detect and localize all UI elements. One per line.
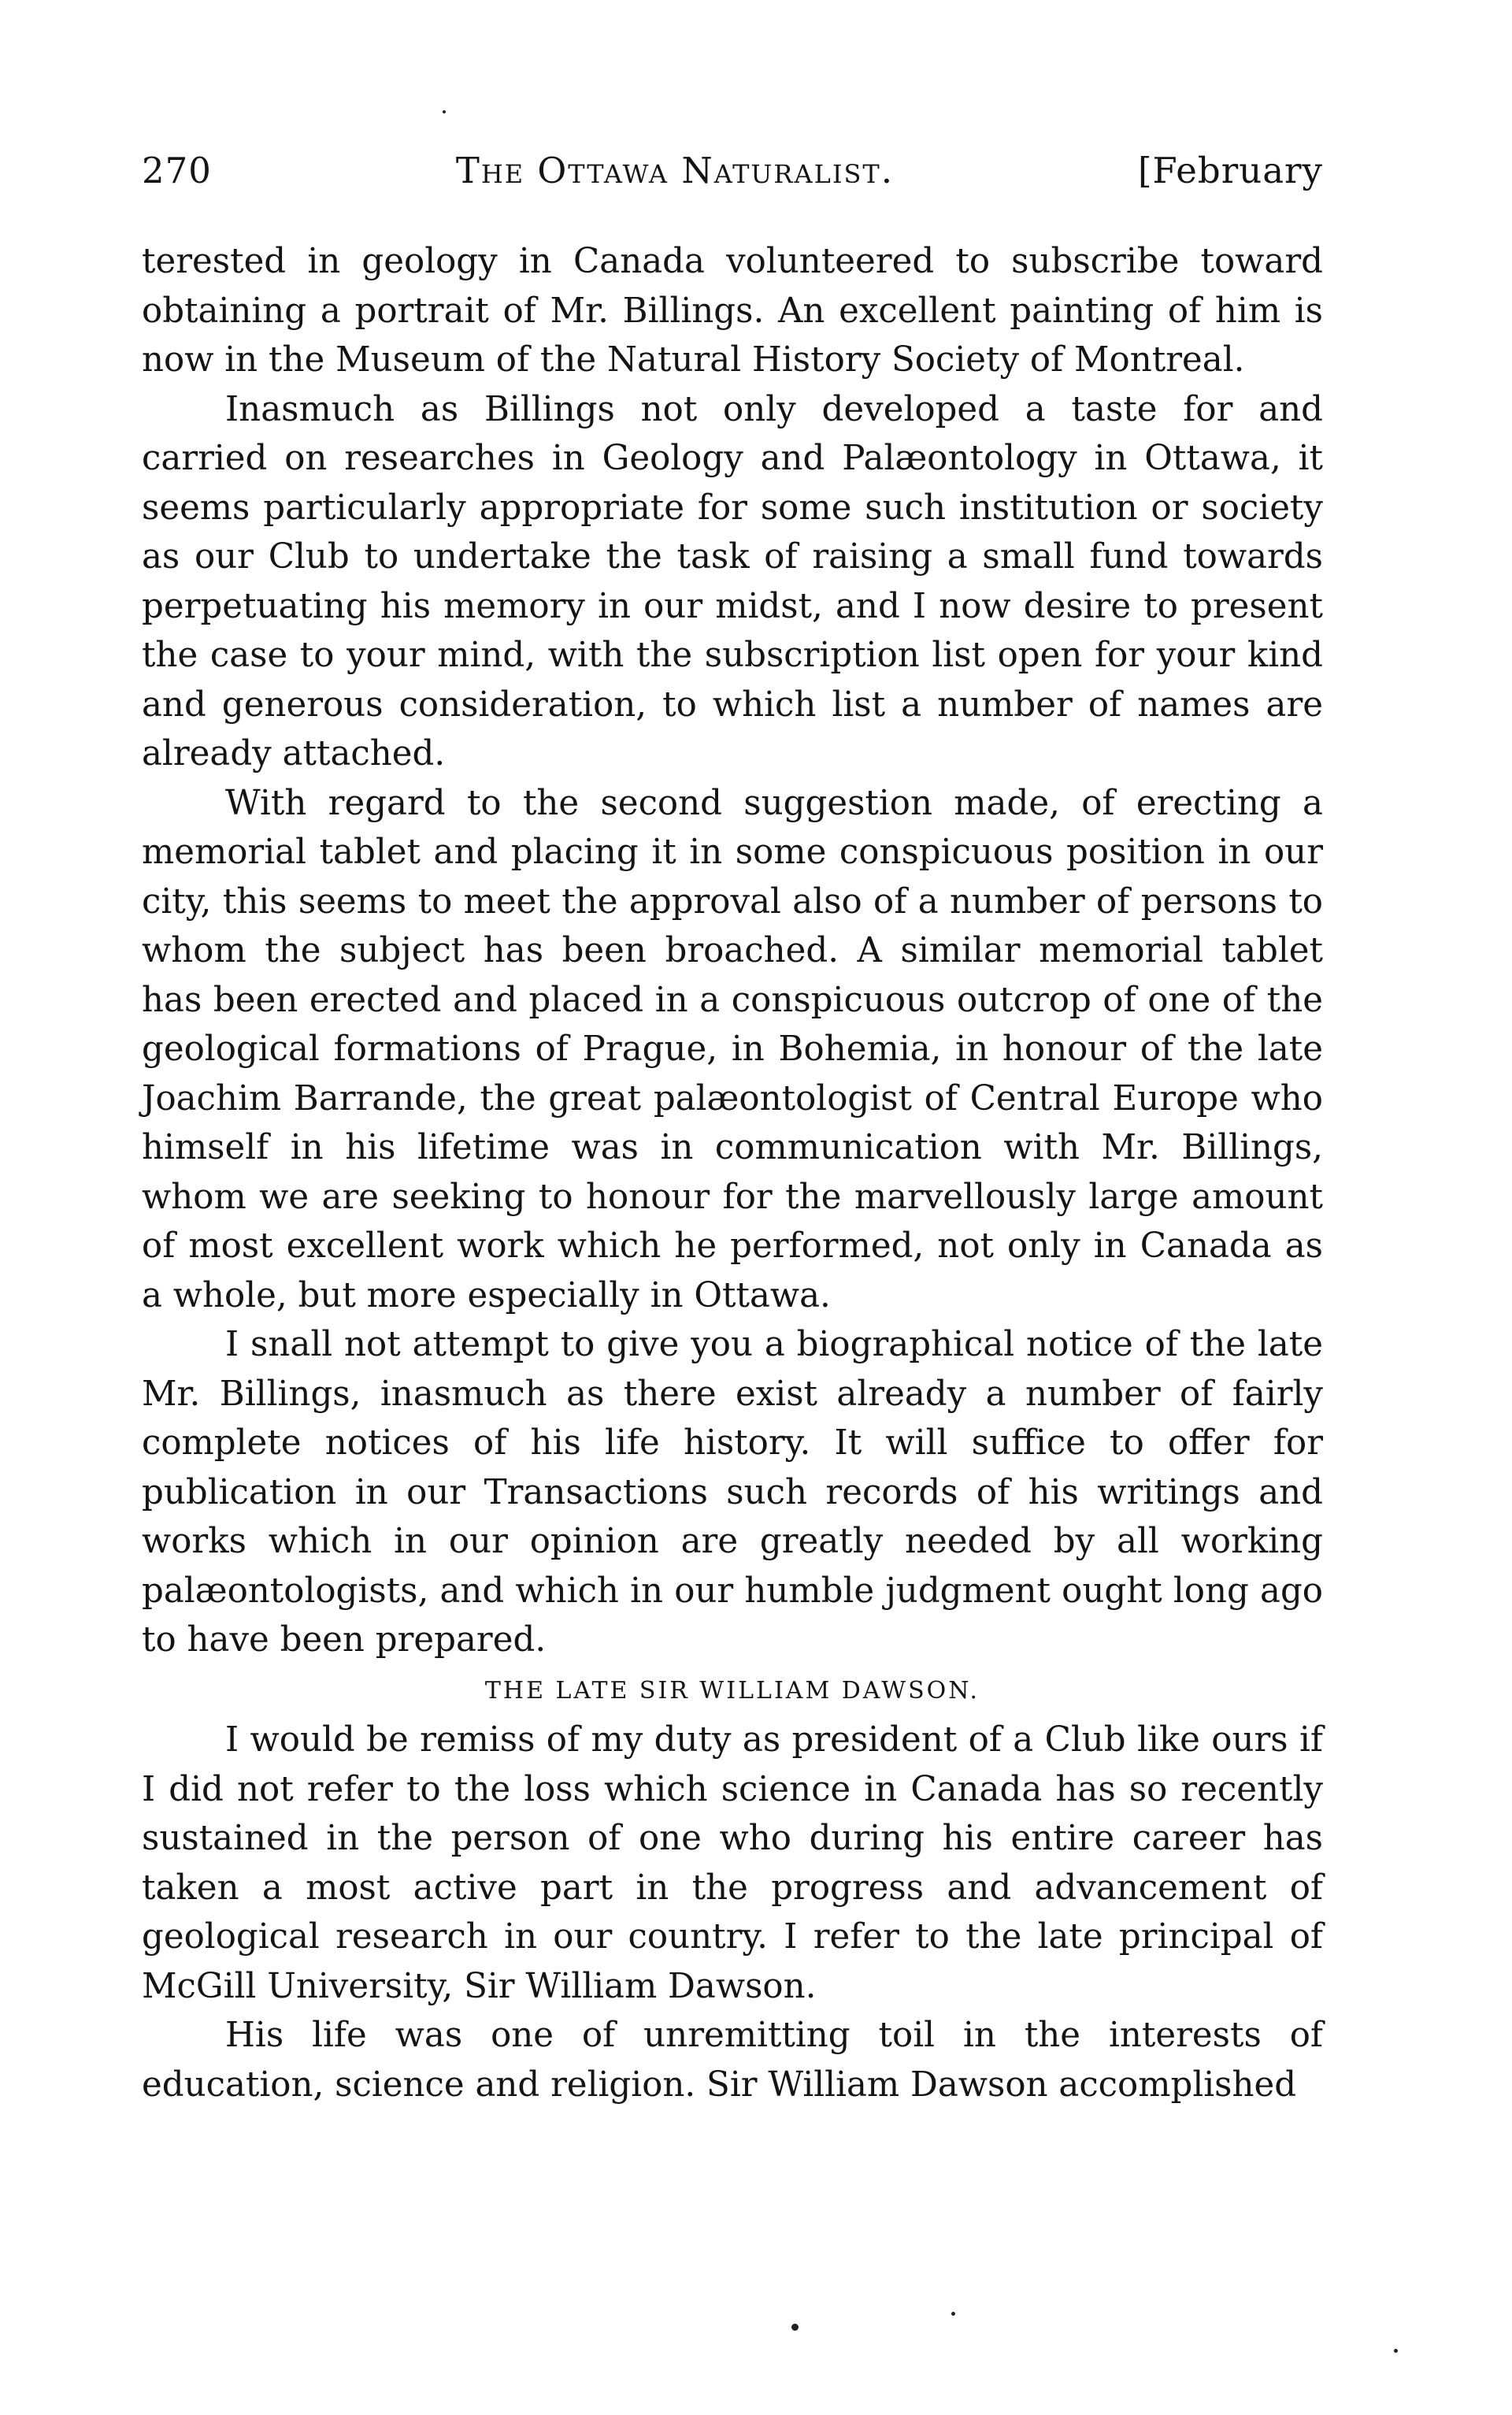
book-page (142, 150, 1323, 2109)
issue-month: [February (1137, 150, 1323, 191)
scan-speck (951, 2312, 955, 2316)
paragraph-5: I would be remiss of my duty as president of a Club like ours if I did not refer to the loss which science in Canada has so recently sustained in the person of one who during his entire career has taken a most active part in the progress and advancement of geological research in our country. I refer to the late principal of McGill University, Sir William Dawson. (142, 1720, 1323, 2006)
paragraph-2: Inasmuch as Billings not only developed a taste for and carried on researches in Geology and Palæontology in Ottawa, it seems particularly appropriate for some such institution or society as our Club to undertake the task of raising a small fund towards perpetuating his memory in our midst, and I now desire to present the case to your mind, with the subscription list open for your kind and generous consideration, to which list a number of names are already attached. (142, 389, 1323, 773)
scan-speck (791, 2324, 799, 2331)
section-heading: THE LATE SIR WILLIAM DAWSON. (484, 1676, 980, 1705)
page-number: 270 (142, 150, 212, 191)
running-head (142, 150, 1323, 191)
paragraph-6: His life was one of unremitting toil in the interests of education, science and religion. Sir William Dawson accomplished (142, 2016, 1323, 2105)
journal-title: The Ottawa Naturalist. (455, 150, 895, 191)
body-text (142, 237, 1323, 2109)
scan-speck (1394, 2349, 1398, 2353)
scan-speck (443, 110, 446, 113)
paragraph-4: I snall not attempt to give you a biographical notice of the late Mr. Billings, inasmuch as there exist already a number of fairly complete notices of his life history. It will suffice to offer for publication in our Transactions such records of his writings and works which in our opinion are greatly needed by all working palæontologists, and which in our humble judgment ought long ago to have been prepared. (142, 1325, 1323, 1660)
paragraph-3: With regard to the second suggestion made, of erecting a memorial tablet and placing it in some conspicuous position in our city, this seems to meet the approval also of a number of persons to whom the subject has been broached. A similar memorial tablet has been erected and placed in a conspicuous outcrop of one of the geological formations of Prague, in Bohemia, in honour of the late Joachim Barrande, the great palæontologist of Central Europe who himself in his lifetime was in communication with Mr. Billings, whom we are seeking to honour for the marvellously large amount of most excellent work which he performed, not only in Canada as a whole, but more especially in Ottawa. (142, 783, 1323, 1315)
paragraph-1: terested in geology in Canada volunteered to subscribe toward obtaining a portrait of Mr. Billings. An excellent painting of him is now in the Museum of the Natural History Society of Montreal. (142, 242, 1323, 380)
